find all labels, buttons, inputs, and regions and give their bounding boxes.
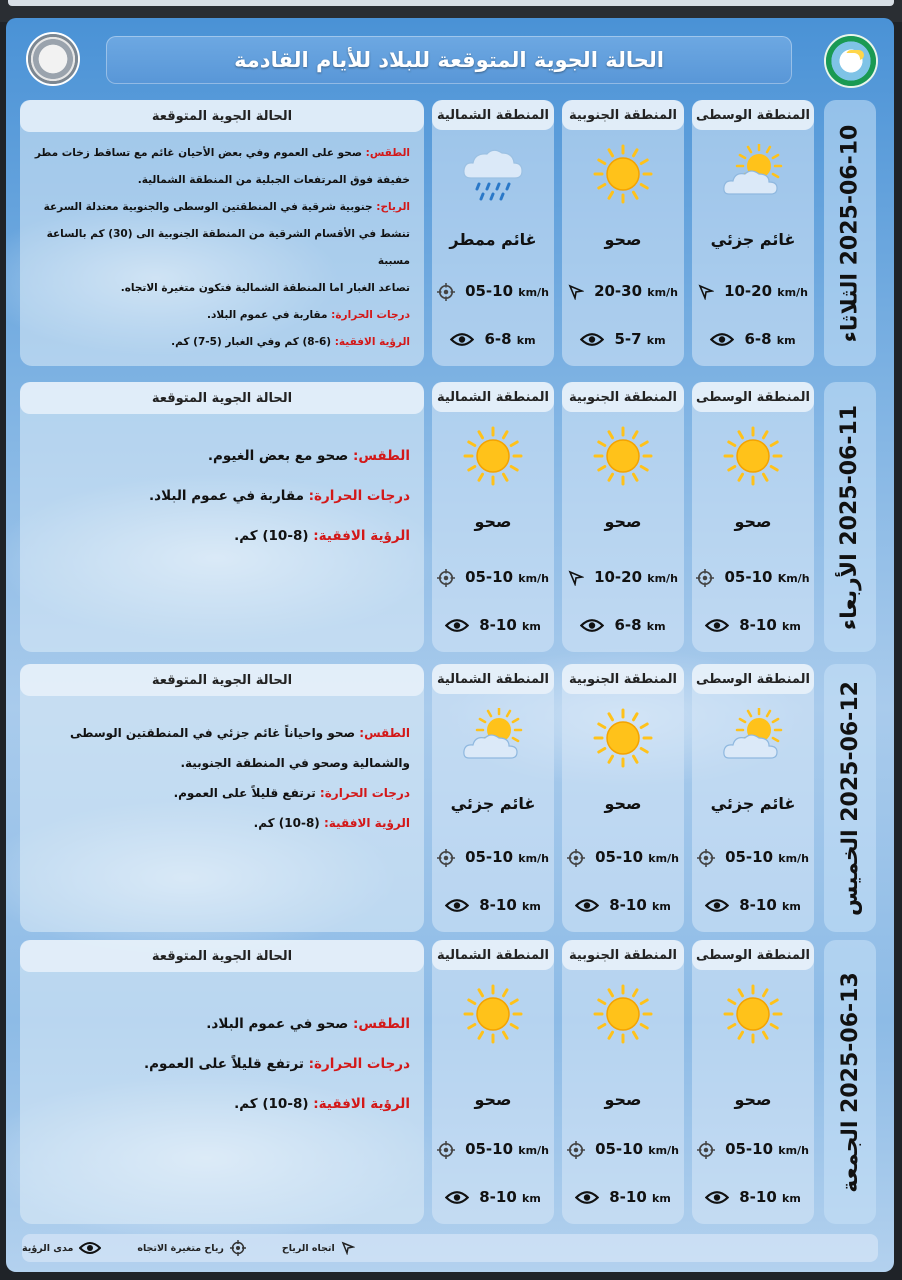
wind-speed (692, 568, 814, 587)
sunny-icon (723, 984, 783, 1044)
forecast-summary-panel (20, 664, 424, 932)
day-date: 2025-06-11 الأربعاء (837, 404, 863, 630)
visibility-unit: km (776, 334, 796, 347)
weather-condition: غائم جزئي (710, 794, 796, 813)
eye-icon (575, 1190, 599, 1205)
eye-icon (705, 898, 729, 913)
partly-cloudy-icon (461, 708, 525, 768)
visibility-value: 8-10 (609, 896, 647, 914)
weather-icon-wrap (593, 708, 653, 772)
legend-variable-wind-label: رياح متغيرة الاتجاه (137, 1242, 224, 1254)
visibility (692, 616, 814, 634)
visibility (562, 896, 684, 914)
met-logo-left (28, 34, 78, 84)
weather-condition: صحو (604, 794, 642, 813)
visibility-unit: km (522, 900, 541, 913)
summary-label: درجات الحرارة: (331, 309, 410, 321)
wind-unit: km/h (778, 1144, 809, 1157)
sunny-icon (463, 984, 523, 1044)
region-name: المنطقة الشمالية (432, 382, 554, 412)
wind-speed (562, 282, 684, 300)
summary-text: مقاربة في عموم البلاد. (149, 488, 309, 504)
summary-label: الطقس: (352, 448, 410, 464)
visibility (562, 330, 684, 348)
visibility-value: 8-10 (479, 1188, 517, 1206)
forecast-card (6, 18, 894, 1272)
forecast-summary-panel (20, 940, 424, 1224)
summary-text: خفيفة فوق المرتفعات الجبلية من المنطقة الشمالية. (137, 174, 410, 186)
summary-text: مقاربة في عموم البلاد. (207, 309, 332, 321)
weather-condition: غائم جزئي (710, 230, 796, 249)
variable-wind-icon (230, 1240, 246, 1256)
visibility-unit: km (782, 1192, 801, 1205)
wind-unit: km/h (647, 572, 678, 585)
summary-line (30, 140, 410, 167)
sunny-icon (593, 984, 653, 1044)
region-name: المنطقة الجنوبية (562, 100, 684, 130)
eye-icon (580, 332, 604, 347)
summary-text: تنشط في الأقسام الشرقية من المنطقة الجنوبية الى (30) كم بالساعة مسببة (46, 228, 410, 267)
wind-value: 05-10 (595, 848, 644, 866)
day-row (6, 382, 894, 652)
visibility-value: 8-10 (739, 1188, 777, 1206)
wind-value: 05-10 (465, 568, 514, 586)
summary-line (30, 808, 410, 838)
day-row (6, 100, 894, 366)
region-name: المنطقة الجنوبية (562, 664, 684, 694)
visibility-unit: km (782, 900, 801, 913)
panel-title: الحالة الجوية المتوقعة (20, 940, 424, 972)
region-card (432, 382, 554, 652)
visibility-value: 8-10 (739, 616, 777, 634)
wind-speed (692, 282, 814, 300)
sunny-icon (593, 426, 653, 486)
variable-wind-icon (697, 1141, 715, 1159)
wind-unit: km/h (518, 572, 549, 585)
visibility-value: 5-7 (614, 330, 642, 348)
variable-wind-icon (437, 1141, 455, 1159)
partly-cloudy-icon (721, 144, 785, 204)
day-tab (824, 100, 876, 366)
day-tab (824, 940, 876, 1224)
wind-speed (432, 848, 554, 867)
wind-unit: km/h (518, 1144, 549, 1157)
region-card (692, 940, 814, 1224)
legend-visibility-label: مدى الرؤية (22, 1242, 74, 1254)
region-card (562, 100, 684, 366)
summary-label: الطقس: (365, 147, 410, 159)
variable-wind-icon (437, 283, 455, 301)
wind-speed (432, 1140, 554, 1159)
wind-speed (562, 848, 684, 867)
weather-condition: صحو (604, 512, 642, 531)
visibility (562, 1188, 684, 1206)
summary-text: (8-10) كم. (253, 816, 324, 830)
region-name: المنطقة الوسطى (692, 100, 814, 130)
summary-text: ترتفع قليلاً على العموم. (144, 1056, 309, 1072)
visibility-unit: km (782, 620, 801, 633)
panel-title: الحالة الجوية المتوقعة (20, 100, 424, 132)
legend-wind-direction-label: اتجاه الرياح (281, 1242, 335, 1254)
eye-icon (575, 898, 599, 913)
eye-icon (705, 618, 729, 633)
eye-icon (445, 618, 469, 633)
variable-wind-icon (437, 849, 455, 867)
wind-speed (562, 1140, 684, 1159)
day-date: 2025-06-12 الخميس (837, 680, 863, 916)
region-name: المنطقة الشمالية (432, 100, 554, 130)
variable-wind-icon (437, 569, 455, 587)
wind-speed (432, 568, 554, 587)
variable-wind-icon (696, 569, 714, 587)
region-card (432, 100, 554, 366)
wind-arrow-icon (568, 284, 584, 300)
day-row (6, 664, 894, 932)
eye-icon (445, 898, 469, 913)
variable-wind-icon (697, 849, 715, 867)
summary-text: جنوبية شرقية في المنطقتين الوسطى والجنوبية معتدلة السرعة (43, 201, 377, 213)
summary-line (30, 1084, 410, 1124)
visibility-unit: km (522, 1192, 541, 1205)
summary-line (30, 167, 410, 194)
rain-icon (461, 144, 525, 206)
summary-label: الرؤية الافقية: (313, 528, 410, 544)
eye-icon (445, 1190, 469, 1205)
panel-body (30, 718, 410, 838)
visibility (692, 896, 814, 914)
summary-label: الطقس: (359, 726, 410, 740)
wind-unit: km/h (518, 852, 549, 865)
weather-icon-wrap (721, 708, 785, 772)
sunny-icon (593, 708, 653, 768)
region-name: المنطقة الوسطى (692, 664, 814, 694)
wind-speed (692, 848, 814, 867)
visibility-value: 8-10 (609, 1188, 647, 1206)
wind-unit: km/h (778, 852, 809, 865)
panel-body (30, 1004, 410, 1124)
summary-line (30, 778, 410, 808)
eye-icon (450, 332, 474, 347)
legend-bar (22, 1234, 878, 1262)
summary-line (30, 194, 410, 221)
wind-value: 05-10 (465, 1140, 514, 1158)
wind-value: 05-10 (724, 568, 773, 586)
met-logo-right (826, 36, 876, 86)
panel-body (30, 140, 410, 356)
region-card (692, 100, 814, 366)
partly-cloudy-icon (721, 708, 785, 768)
summary-line (30, 476, 410, 516)
legend-wind-direction (282, 1241, 355, 1255)
visibility-value: 8-10 (479, 616, 517, 634)
panel-body (30, 436, 410, 556)
weather-icon-wrap (461, 708, 525, 772)
wind-unit: km/h (648, 852, 679, 865)
summary-line (30, 1044, 410, 1084)
region-card (692, 664, 814, 932)
summary-text: (8-10) كم. (234, 528, 314, 544)
variable-wind-icon (567, 1141, 585, 1159)
summary-line (30, 516, 410, 556)
weather-icon-wrap (593, 144, 653, 208)
summary-line (30, 302, 410, 329)
region-name: المنطقة الوسطى (692, 382, 814, 412)
visibility (692, 330, 814, 348)
summary-label: الرياح: (376, 201, 410, 213)
wind-speed (692, 1140, 814, 1159)
weather-icon-wrap (463, 984, 523, 1048)
weather-condition: غائم جزئي (450, 794, 536, 813)
day-date: 2025-06-13 الجمعة (837, 971, 863, 1193)
wind-value: 05-10 (725, 1140, 774, 1158)
variable-wind-icon (567, 849, 585, 867)
summary-line (30, 718, 410, 748)
summary-line (30, 221, 410, 275)
summary-text: صحو على العموم وفي بعض الأحيان غائم مع تساقط زخات مطر (34, 147, 366, 159)
wind-value: 10-20 (594, 568, 643, 586)
region-card (432, 940, 554, 1224)
day-tab (824, 382, 876, 652)
weather-icon-wrap (593, 984, 653, 1048)
summary-label: درجات الحرارة: (319, 786, 410, 800)
weather-icon-wrap (461, 144, 525, 210)
summary-text: صحو واحياناً غائم جزئي في المنطقتين الوسطى (69, 726, 360, 740)
eye-icon (79, 1241, 101, 1255)
visibility-value: 6-8 (484, 330, 512, 348)
weather-condition: صحو (474, 512, 512, 531)
sunny-icon (463, 426, 523, 486)
visibility-value: 6-8 (744, 330, 772, 348)
summary-label: الرؤية الافقية: (323, 816, 410, 830)
eye-icon (580, 618, 604, 633)
region-card (562, 664, 684, 932)
region-name: المنطقة الجنوبية (562, 940, 684, 970)
visibility-value: 6-8 (614, 616, 642, 634)
wind-speed (562, 568, 684, 586)
region-card (432, 664, 554, 932)
summary-label: درجات الحرارة: (308, 488, 410, 504)
visibility-unit: km (646, 620, 666, 633)
weather-condition: صحو (604, 1090, 642, 1109)
visibility (432, 330, 554, 348)
weather-icon-wrap (463, 426, 523, 490)
panel-title: الحالة الجوية المتوقعة (20, 664, 424, 696)
wind-unit: km/h (647, 286, 678, 299)
visibility-unit: km (652, 900, 671, 913)
weather-icon-wrap (593, 426, 653, 490)
eye-icon (705, 1190, 729, 1205)
visibility (432, 1188, 554, 1206)
weather-condition: غائم ممطر (449, 230, 537, 249)
region-name: المنطقة الوسطى (692, 940, 814, 970)
wind-unit: km/h (648, 1144, 679, 1157)
summary-line (30, 275, 410, 302)
summary-text: (8-10) كم. (234, 1096, 314, 1112)
wind-value: 05-10 (465, 848, 514, 866)
visibility-unit: km (522, 620, 541, 633)
wind-value: 20-30 (594, 282, 643, 300)
panel-title: الحالة الجوية المتوقعة (20, 382, 424, 414)
legend-visibility (22, 1241, 101, 1255)
sunny-icon (723, 426, 783, 486)
weather-condition: صحو (604, 230, 642, 249)
wind-arrow-icon (698, 284, 714, 300)
region-card (562, 382, 684, 652)
visibility-unit: km (516, 334, 536, 347)
weather-icon-wrap (723, 984, 783, 1048)
wind-value: 10-20 (724, 282, 773, 300)
visibility-unit: km (652, 1192, 671, 1205)
summary-label: الرؤية الافقية: (313, 1096, 410, 1112)
region-card (562, 940, 684, 1224)
summary-text: والشمالية وصحو في المنطقة الجنوبية. (180, 756, 410, 770)
summary-line (30, 436, 410, 476)
weather-condition: صحو (474, 1090, 512, 1109)
region-name: المنطقة الشمالية (432, 940, 554, 970)
region-name: المنطقة الشمالية (432, 664, 554, 694)
visibility (562, 616, 684, 634)
window-top-bar (8, 0, 894, 6)
wind-arrow-icon (341, 1241, 355, 1255)
summary-label: درجات الحرارة: (308, 1056, 410, 1072)
forecast-summary-panel (20, 100, 424, 366)
visibility (692, 1188, 814, 1206)
sunny-icon (593, 144, 653, 204)
day-row (6, 940, 894, 1224)
wind-value: 05-10 (595, 1140, 644, 1158)
wind-unit: Km/h (777, 572, 810, 585)
visibility-value: 8-10 (739, 896, 777, 914)
summary-label: الرؤية الافقية: (334, 336, 410, 348)
eye-icon (710, 332, 734, 347)
day-date: 2025-06-10 الثلاثاء (837, 124, 863, 342)
legend-variable-wind (137, 1240, 246, 1256)
summary-label: الطقس: (352, 1016, 410, 1032)
visibility-unit: km (646, 334, 666, 347)
day-tab (824, 664, 876, 932)
page-title: الحالة الجوية المتوقعة للبلاد للأيام القادمة (106, 36, 792, 84)
summary-text: ترتفع قليلاً على العموم. (173, 786, 320, 800)
visibility (432, 896, 554, 914)
wind-unit: km/h (518, 286, 549, 299)
wind-unit: km/h (777, 286, 808, 299)
summary-text: صحو مع بعض الغيوم. (207, 448, 353, 464)
weather-condition: صحو (734, 512, 772, 531)
summary-text: صحو في عموم البلاد. (206, 1016, 353, 1032)
weather-icon-wrap (723, 426, 783, 490)
weather-icon-wrap (721, 144, 785, 208)
summary-text: تصاعد الغبار اما المنطقة الشمالية فتكون متغيرة الاتجاه. (120, 282, 410, 294)
summary-text: (6-8) كم وفي الغبار (5-7) كم. (171, 336, 335, 348)
forecast-summary-panel (20, 382, 424, 652)
wind-arrow-icon (568, 570, 584, 586)
wind-value: 05-10 (725, 848, 774, 866)
visibility-value: 8-10 (479, 896, 517, 914)
wind-speed (432, 282, 554, 301)
weather-condition: صحو (734, 1090, 772, 1109)
region-card (692, 382, 814, 652)
summary-line (30, 1004, 410, 1044)
summary-line (30, 329, 410, 356)
visibility (432, 616, 554, 634)
wind-value: 05-10 (465, 282, 514, 300)
region-name: المنطقة الجنوبية (562, 382, 684, 412)
summary-line (30, 748, 410, 778)
